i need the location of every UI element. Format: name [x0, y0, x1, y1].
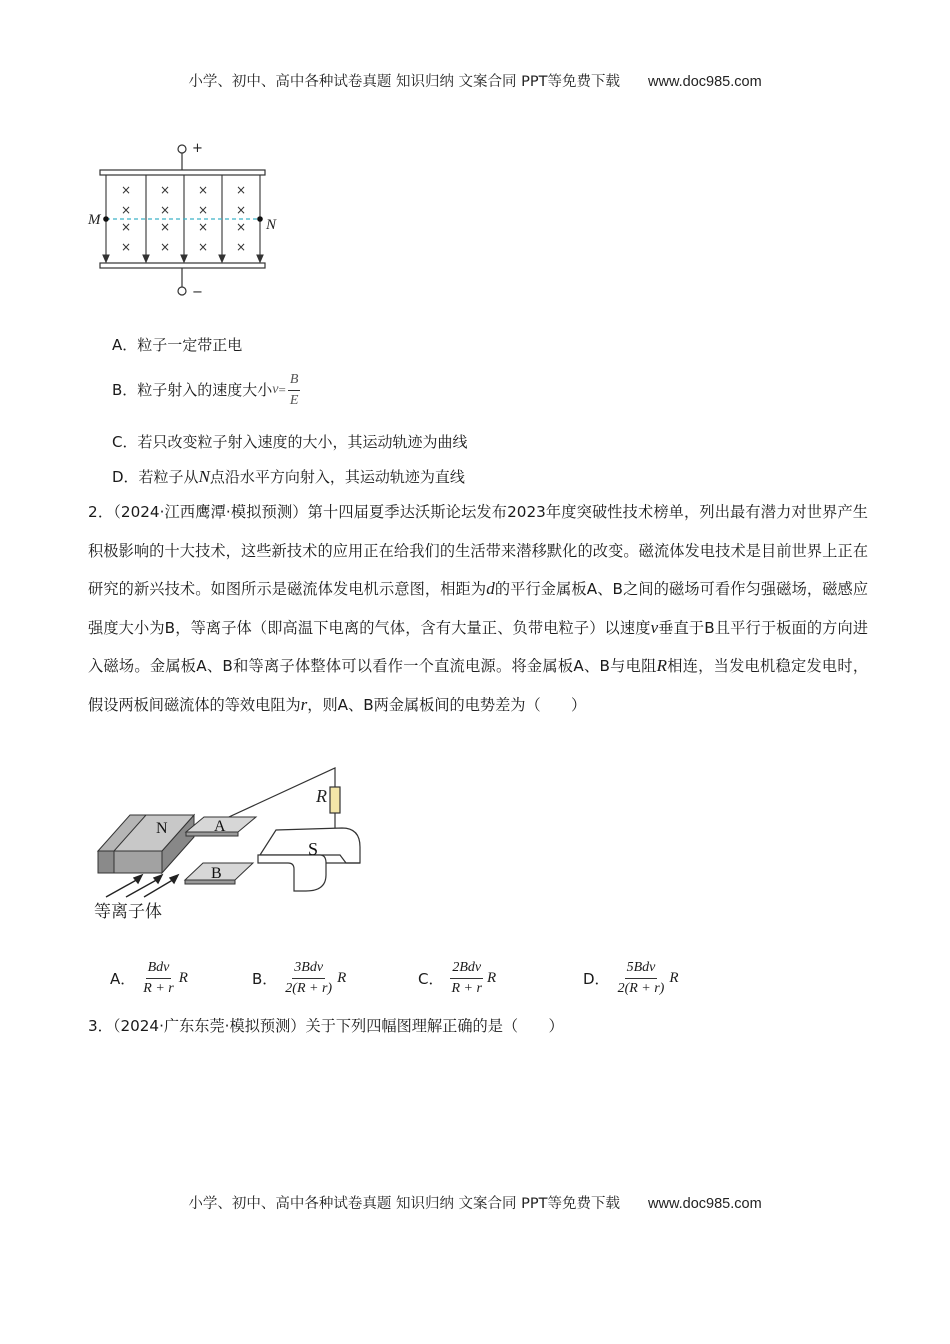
q2-text-2: 的平行金属板A、B之间的磁场可看作匀强磁场，磁感应强度大小为B，等离子体（即高温下电离的气体，含有大量正、负带电粒子）以速度 — [88, 580, 869, 637]
q2-var-r: r — [300, 694, 308, 714]
q2-var-v: v — [650, 617, 659, 637]
field-cross: × — [159, 203, 171, 217]
field-cross: × — [159, 220, 171, 234]
minus-label: − — [192, 285, 203, 300]
field-cross: × — [120, 240, 132, 254]
header-text: 小学、初中、高中各种试卷真题 知识归纳 文案合同 PPT等免费下载 — [188, 74, 621, 90]
resistor-R-label: R — [316, 786, 327, 806]
q2-text-3: 垂直于B且平行于板面的方向进入磁场。金属板A、B和等离子体整体可以看作一个直流电源。将金属板A、B与电阻 — [88, 618, 869, 675]
q1-option-b — [112, 370, 300, 410]
q3-source: （2024·广东东莞·模拟预测） — [112, 1017, 306, 1035]
q1-option-d — [112, 465, 465, 489]
q2-option-d — [583, 958, 679, 998]
plus-label: + — [192, 141, 203, 156]
q2-option-a-fraction — [141, 960, 175, 997]
page-header — [0, 70, 950, 91]
q2-option-b-den: 2(R + r) — [285, 980, 333, 996]
q3-text: 关于下列四幅图理解正确的是（ ） — [305, 1017, 564, 1035]
field-cross: × — [120, 203, 132, 217]
q2-source: （2024·江西鹰潭·模拟预测） — [113, 503, 308, 521]
q3-number: 3． — [88, 1017, 113, 1035]
page-footer — [0, 1192, 950, 1213]
magnet-S-label: S — [308, 839, 319, 859]
q2-option-a-label: A． — [110, 969, 136, 988]
q1-option-a: A．粒子一定带正电 — [112, 336, 243, 354]
q2-option-a-num: Bdv — [146, 960, 172, 979]
field-cross: × — [197, 240, 209, 254]
q1-option-b-fraction — [288, 372, 301, 409]
magnet-N-label: N — [156, 820, 168, 837]
plasma-arrows — [106, 875, 178, 897]
q3-stem — [88, 1007, 868, 1046]
point-M-label: M — [88, 212, 101, 228]
point-N-label: N — [266, 217, 277, 233]
q2-option-b-num: 3Bdv — [292, 960, 325, 979]
q2-option-c-den: R + r — [451, 980, 482, 996]
plates-field-figure — [80, 135, 300, 305]
q2-option-d-fraction — [616, 960, 667, 997]
plasma-label: 等离子体 — [94, 902, 162, 922]
footer-site: www.doc985.com — [648, 1196, 762, 1212]
q2-option-c-suffix: R — [486, 969, 497, 986]
field-cross: × — [197, 183, 209, 197]
field-cross: × — [235, 203, 247, 217]
q2-option-c-label: C． — [418, 969, 444, 988]
q2-text-4: 相连，当发电机稳定发电时，假设两板间磁流体的等效电阻为 — [88, 657, 869, 714]
q1-option-c: C．若只改变粒子射入速度的大小，其运动轨迹为曲线 — [112, 433, 468, 451]
q1-option-d-post: 点沿水平方向射入，其运动轨迹为直线 — [209, 468, 465, 486]
field-cross: × — [159, 240, 171, 254]
q2-option-d-suffix: R — [669, 969, 679, 986]
plate-A-label: A — [214, 818, 226, 835]
q2-option-b — [252, 958, 346, 998]
q1-option-b-text: B．粒子射入的速度大小 — [112, 381, 273, 399]
field-cross: × — [197, 220, 209, 234]
q1-option-b-eq: = — [278, 382, 286, 397]
q2-option-a — [110, 958, 188, 998]
field-cross: × — [235, 240, 247, 254]
q2-option-a-suffix: R — [178, 969, 188, 986]
q1-option-b-var: v — [272, 382, 279, 397]
field-cross: × — [120, 220, 132, 234]
q2-stem — [88, 493, 868, 724]
q2-option-c-fraction — [449, 960, 483, 997]
q1-option-b-num: B — [288, 372, 301, 391]
plate-B-label: B — [211, 865, 222, 882]
header-site: www.doc985.com — [648, 74, 762, 90]
q2-number: 2． — [88, 503, 114, 521]
q2-option-b-suffix: R — [337, 969, 347, 986]
field-cross: × — [197, 203, 209, 217]
q2-text-5: ，则A、B两金属板间的电势差为（ ） — [307, 695, 587, 714]
field-cross: × — [120, 183, 132, 197]
q1-option-d-var: N — [198, 467, 210, 486]
field-cross: × — [159, 183, 171, 197]
q2-option-d-num: 5Bdv — [625, 960, 658, 979]
q2-option-b-fraction — [283, 960, 334, 997]
q2-var-R: R — [656, 656, 667, 675]
q2-text-1: 第十四届夏季达沃斯论坛发布2023年度突破性技术榜单，列出最有潜力对世界产生积极影响的十大技术，这些新技术的应用正在给我们的生活带来潜移默化的改变。磁流体发电技术是目前世界上正在研究的新兴技术。如图所示是磁流体发电机示意图，相距为 — [88, 503, 868, 598]
q2-option-c — [418, 958, 496, 998]
mhd-generator-figure — [90, 765, 380, 925]
q2-option-d-den: 2(R + r) — [617, 980, 665, 996]
field-cross: × — [235, 183, 247, 197]
field-cross: × — [235, 220, 247, 234]
q2-option-c-num: 2Bdv — [450, 960, 483, 979]
q2-option-d-label: D． — [583, 969, 610, 988]
q2-option-a-den: R + r — [143, 980, 174, 996]
q2-option-b-label: B． — [252, 969, 278, 988]
q1-option-b-den: E — [289, 392, 299, 408]
q2-var-d: d — [486, 579, 495, 598]
footer-text: 小学、初中、高中各种试卷真题 知识归纳 文案合同 PPT等免费下载 — [188, 1196, 621, 1212]
q1-option-d-pre: D．若粒子从 — [112, 468, 199, 486]
